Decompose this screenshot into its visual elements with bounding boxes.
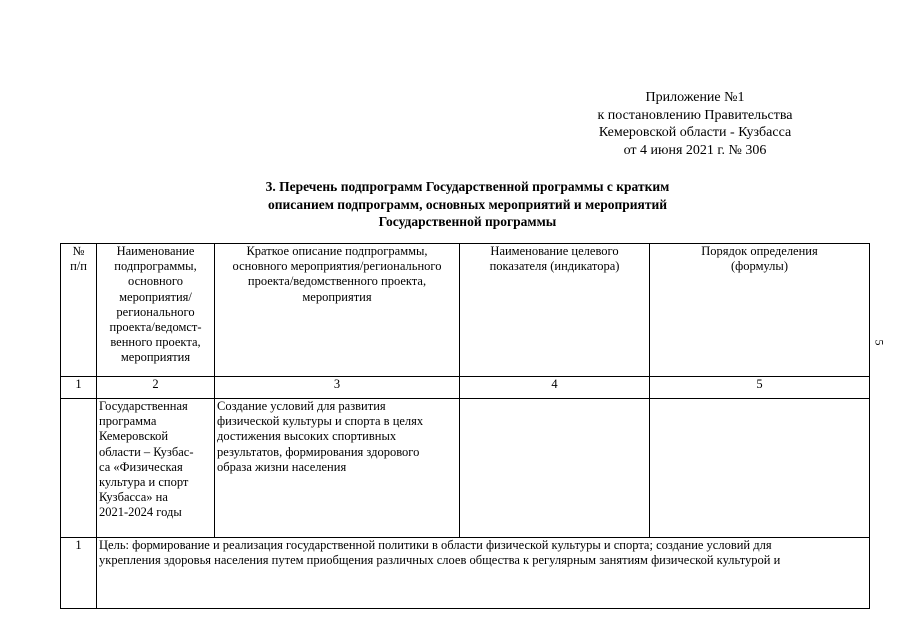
section-title-line: Государственной программы — [378, 214, 557, 229]
table-cell-empty — [61, 399, 97, 538]
column-number: 5 — [650, 377, 870, 399]
section-title-line: 3. Перечень подпрограмм Государственной программы с кратким — [265, 179, 670, 194]
header-line: № — [72, 244, 85, 258]
header-line: мероприятия — [302, 289, 372, 304]
column-number-row — [61, 377, 870, 399]
column-number: 3 — [215, 377, 460, 399]
header-number — [61, 244, 97, 377]
program-description-cell — [215, 399, 460, 538]
cell-line: физической культуры и спорта в целях — [217, 414, 424, 429]
cell-line: 2021-2024 годы — [99, 505, 182, 520]
cell-line: результатов, формирования здорового — [217, 444, 420, 459]
header-line: Краткое описание подпрограммы, — [246, 244, 428, 258]
cell-line: Государственная — [99, 399, 188, 413]
header-line: регионального — [116, 304, 195, 319]
table-cell-empty — [650, 399, 870, 538]
header-line: мероприятия/ — [119, 289, 192, 304]
header-description — [215, 244, 460, 377]
header-line: основного мероприятия/регионального — [232, 259, 442, 274]
goal-text-cell — [97, 538, 870, 609]
header-formula — [650, 244, 870, 377]
appendix-line: Приложение №1 — [645, 90, 745, 105]
header-line: Наименование целевого — [490, 244, 619, 258]
goal-line: Цель: формирование и реализация государственной политики в области физической культуры и спорта; создание условий для — [99, 538, 772, 552]
table-row — [61, 399, 870, 538]
column-number: 2 — [97, 377, 215, 399]
section-title — [185, 178, 750, 231]
cell-line: Кемеровской — [99, 429, 169, 444]
cell-line: области – Кузбас- — [99, 444, 194, 459]
table-header-row — [61, 244, 870, 377]
cell-line: Создание условий для развития — [217, 399, 386, 413]
page-number: 5 — [872, 339, 887, 346]
cell-line: культура и спорт — [99, 475, 189, 490]
goal-line: укрепления здоровья населения путем приобщения различных слоев общества к регулярным занятиям физической культурой и — [99, 553, 781, 568]
appendix-line: к постановлению Правительства — [597, 107, 793, 123]
appendix-line: от 4 июня 2021 г. № 306 — [623, 142, 767, 158]
header-line: показателя (индикатора) — [489, 259, 620, 274]
header-line: Наименование — [116, 244, 195, 258]
appendix-header — [560, 89, 830, 159]
header-indicator — [460, 244, 650, 377]
header-line: венного проекта, — [110, 335, 201, 350]
table-row — [61, 538, 870, 609]
header-line: мероприятия — [120, 350, 191, 365]
program-name-cell — [97, 399, 215, 538]
section-title-line: описанием подпрограмм, основных мероприятий и мероприятий — [267, 196, 668, 212]
header-name — [97, 244, 215, 377]
header-line: (формулы) — [731, 259, 788, 274]
header-line: основного — [128, 274, 183, 289]
cell-line: са «Физическая — [99, 459, 183, 474]
header-line: Порядок определения — [701, 244, 818, 258]
goal-index: 1 — [61, 538, 97, 609]
cell-line: достижения высоких спортивных — [217, 429, 397, 444]
appendix-line: Кемеровской области - Кузбасса — [598, 125, 792, 140]
header-line: подпрограммы, — [114, 259, 197, 274]
header-line: п/п — [70, 259, 87, 274]
cell-line: программа — [99, 414, 157, 429]
cell-line: Кузбасса» на — [99, 490, 168, 505]
header-line: проекта/ведомственного проекта, — [247, 274, 427, 289]
column-number: 1 — [61, 377, 97, 399]
column-number: 4 — [460, 377, 650, 399]
cell-line: образа жизни населения — [217, 459, 347, 474]
subprograms-table — [60, 243, 870, 609]
header-line: проекта/ведомст- — [109, 320, 202, 335]
table-cell-empty — [460, 399, 650, 538]
